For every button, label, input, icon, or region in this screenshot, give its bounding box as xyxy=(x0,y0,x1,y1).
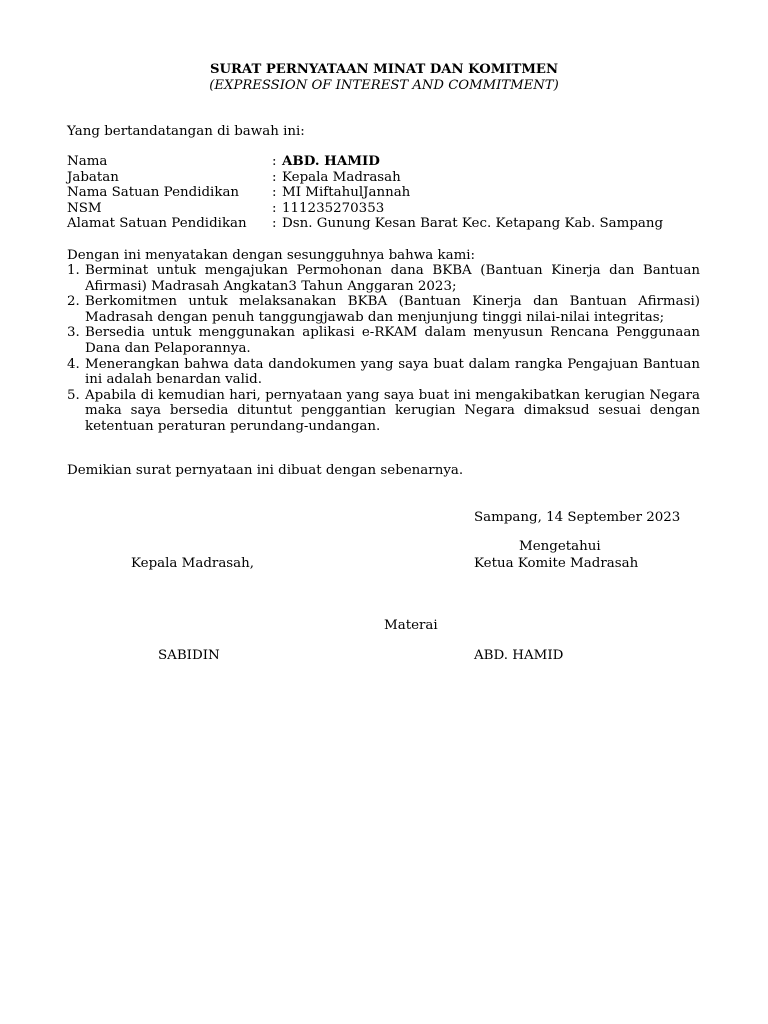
field-label: Nama xyxy=(67,154,108,169)
list-item-number: 4. xyxy=(67,356,80,372)
intro-text: Yang bertandatangan di bawah ini: xyxy=(67,124,305,139)
field-colon: : xyxy=(272,200,277,216)
statement-intro: Dengan ini menyatakan dengan sesungguhnya bahwa kami: xyxy=(67,248,476,263)
field-row-nsm xyxy=(67,201,707,217)
field-row-nama-satuan xyxy=(67,185,707,201)
stamp-duty-label: Materai xyxy=(384,618,438,633)
list-item xyxy=(67,388,700,435)
list-item xyxy=(67,294,700,325)
field-label: Jabatan xyxy=(67,169,119,185)
field-colon: : xyxy=(272,185,277,201)
field-colon: : xyxy=(272,154,277,169)
right-signatory-name: ABD. HAMID xyxy=(474,648,564,663)
field-row-jabatan xyxy=(67,170,707,186)
list-item-text: Bersedia untuk menggunakan aplikasi e-RKAM dalam menyusun Rencana Penggunaan Dana dan Pelaporannya. xyxy=(85,325,700,356)
list-item-number: 1. xyxy=(67,263,80,278)
list-item-text: Menerangkan bahwa data dandokumen yang saya buat dalam rangka Pengajuan Bantuan ini adalah benardan valid. xyxy=(85,356,700,388)
document-title: SURAT PERNYATAAN MINAT DAN KOMITMEN xyxy=(209,62,559,77)
field-row-alamat xyxy=(67,216,707,232)
field-value: ABD. HAMID xyxy=(282,153,380,169)
field-label: Alamat Satuan Pendidikan xyxy=(67,216,247,232)
field-value: Kepala Madrasah xyxy=(282,169,401,185)
place-date: Sampang, 14 September 2023 xyxy=(474,510,681,525)
left-signatory-title: Kepala Madrasah, xyxy=(131,556,255,571)
list-item xyxy=(67,263,700,294)
list-item-text: Apabila di kemudian hari, pernyataan yang saya buat ini mengakibatkan kerugian Negara maka saya bersedia dituntut penggantian kerugian Negara dimaksud sesuai dengan ketentuan peraturan perundang-undangan. xyxy=(85,387,700,434)
closing-text: Demikian surat pernyataan ini dibuat dengan sebenarnya. xyxy=(67,463,464,478)
list-item-text: Berkomitmen untuk melaksanakan BKBA (Bantuan Kinerja dan Bantuan Afirmasi) Madrasah dengan penuh tanggungjawab dan menjunjung tinggi nilai-nilai integritas; xyxy=(85,294,700,325)
document-subtitle: (EXPRESSION OF INTEREST AND COMMITMENT) xyxy=(209,78,559,93)
field-colon: : xyxy=(272,216,277,232)
field-value: MI MiftahulJannah xyxy=(282,185,411,201)
field-label: NSM xyxy=(67,200,102,216)
left-signatory-name: SABIDIN xyxy=(158,648,220,663)
list-item-number: 2. xyxy=(67,294,80,310)
right-signatory-title: Ketua Komite Madrasah xyxy=(474,556,639,571)
field-row-nama xyxy=(67,154,707,170)
list-item-number: 5. xyxy=(67,387,80,403)
identity-fields xyxy=(67,154,707,232)
field-label: Nama Satuan Pendidikan xyxy=(67,185,240,201)
field-value: Dsn. Gunung Kesan Barat Kec. Ketapang Kab. Sampang xyxy=(282,216,664,232)
statement-list xyxy=(67,263,700,435)
field-value: 111235270353 xyxy=(282,200,385,216)
acknowledged-label: Mengetahui xyxy=(519,539,601,554)
field-colon: : xyxy=(272,169,277,185)
list-item xyxy=(67,357,700,388)
list-item-number: 3. xyxy=(67,325,80,341)
list-item-text: Berminat untuk mengajukan Permohonan dana BKBA (Bantuan Kinerja dan Bantuan Afirmasi) Madrasah Angkatan3 Tahun Anggaran 2023; xyxy=(85,263,700,294)
list-item xyxy=(67,325,700,356)
